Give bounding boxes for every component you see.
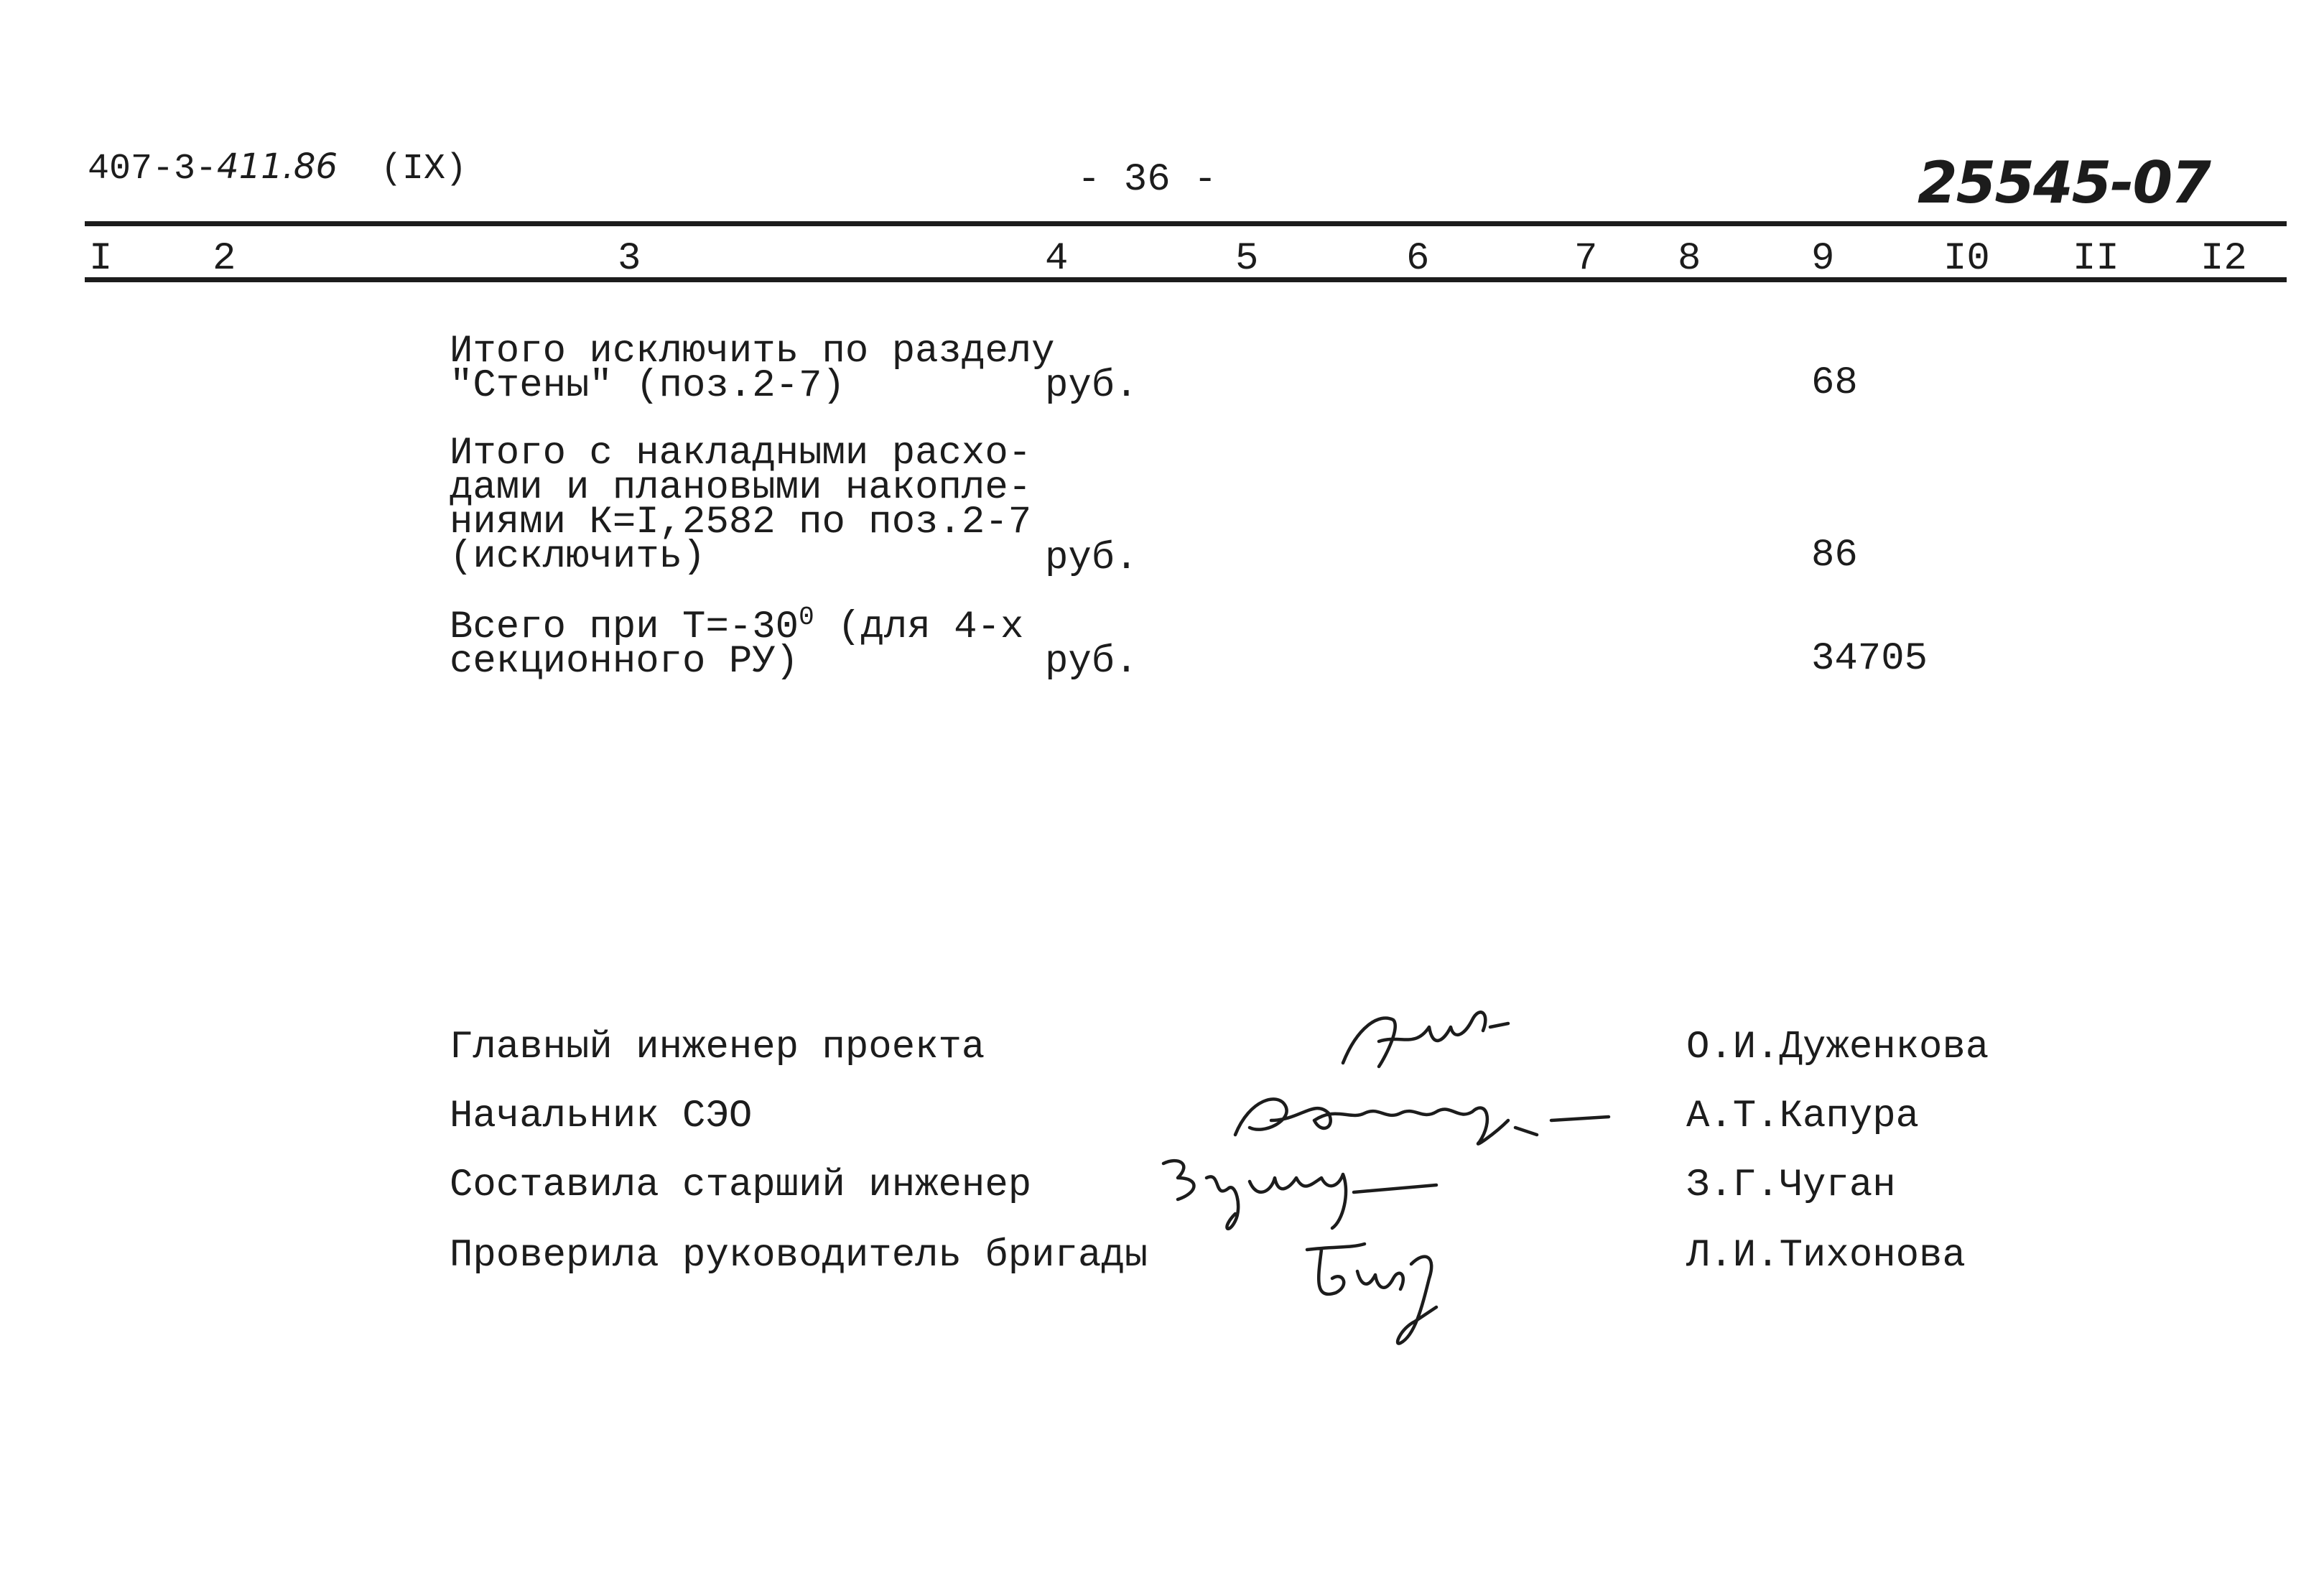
column-header: 6	[1406, 237, 1430, 281]
signature-4-handwriting	[1293, 1235, 1479, 1357]
description-line: дами и плановыми накопле-	[450, 466, 1032, 510]
signature-role: Составила старший инженер	[450, 1163, 1032, 1207]
column-header: 4	[1045, 237, 1069, 281]
document-code-handwritten: 411.86	[217, 147, 338, 187]
column-header: I	[89, 237, 113, 281]
table-row-value: 86	[1811, 534, 1858, 577]
document-code	[88, 147, 467, 190]
signature-role: Главный инженер проекта	[450, 1026, 985, 1069]
description-line: ниями К=I,2582 по поз.2-7	[450, 501, 1032, 544]
table-row-unit: руб.	[1045, 537, 1138, 580]
description-line: Итого исключить по разделу	[450, 330, 1055, 373]
table-row-value: 34705	[1811, 637, 1928, 681]
column-header: 8	[1678, 237, 1701, 281]
signature-1-handwriting	[1336, 998, 1523, 1077]
column-header: 7	[1574, 237, 1598, 281]
column-header: I2	[2200, 237, 2247, 281]
column-header: 9	[1811, 237, 1835, 281]
signature-name: О.И.Дуженкова	[1686, 1026, 1989, 1069]
column-header: II	[2073, 237, 2119, 281]
description-line: "Стены" (поз.2-7)	[450, 364, 845, 408]
document-series: (IX)	[381, 149, 468, 190]
description-line: Итого с накладными расхо-	[450, 432, 1032, 475]
signature-name: З.Г.Чуган	[1686, 1163, 1896, 1207]
column-header: 3	[618, 237, 641, 281]
table-row-description	[450, 330, 1055, 408]
page-number: - 36 -	[1077, 158, 1217, 202]
column-header: 5	[1235, 237, 1259, 281]
signature-role: Начальник СЭО	[450, 1095, 753, 1138]
header-top-rule	[85, 221, 2287, 226]
registration-number: 25545-07	[1918, 149, 2210, 216]
signature-role: Проверила руководитель бригады	[450, 1234, 1148, 1278]
document-code-printed: 407-3-	[88, 149, 218, 190]
column-header: I0	[1943, 237, 1990, 281]
table-row-description	[450, 603, 1024, 684]
description-line: Всего при $Т=-30^0$ (для 4-х	[450, 603, 1024, 649]
column-header: 2	[213, 237, 236, 281]
signature-name: А.Т.Капура	[1686, 1095, 1920, 1138]
signature-3-handwriting	[1149, 1149, 1479, 1242]
table-row-unit: руб.	[1045, 364, 1138, 408]
table-row-description	[450, 432, 1032, 579]
table-row-value: 68	[1811, 361, 1858, 405]
description-line: секционного РУ)	[450, 640, 799, 684]
signature-name: Л.И.Тихонова	[1686, 1234, 1966, 1278]
table-row-unit: руб.	[1045, 640, 1138, 684]
description-line: (исключить)	[450, 535, 706, 579]
